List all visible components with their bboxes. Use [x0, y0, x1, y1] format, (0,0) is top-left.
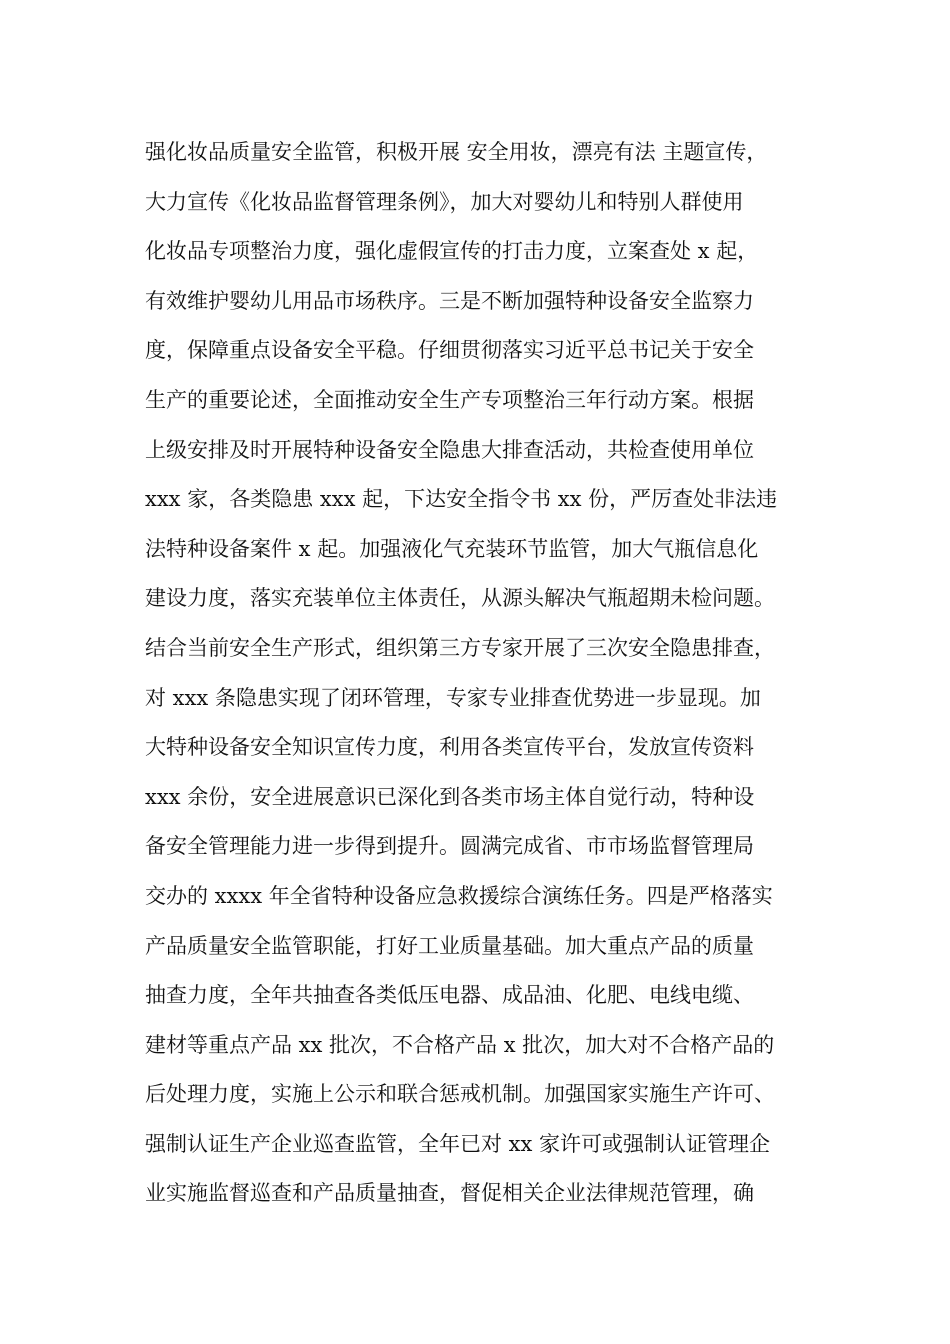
- text-line: 建设力度，落实充装单位主体责任，从源头解决气瓶超期未检问题。: [145, 586, 775, 611]
- text-line: 对 xxx 条隐患实现了闭环管理，专家专业排查优势进一步显现。加: [145, 685, 761, 710]
- body-paragraph: [145, 128, 815, 1219]
- text-line: xxx 余份，安全进展意识已深化到各类市场主体自觉行动，特种设: [145, 784, 755, 809]
- text-line: 抽查力度，全年共抽查各类低压电器、成品油、化肥、电线电缆、: [145, 983, 754, 1008]
- text-line: 生产的重要论述，全面推动安全生产专项整治三年行动方案。根据: [145, 387, 754, 412]
- text-line: 备安全管理能力进一步得到提升。圆满完成省、市市场监督管理局: [145, 834, 754, 859]
- text-line: 建材等重点产品 xx 批次，不合格产品 x 批次，加大对不合格产品的: [145, 1032, 775, 1057]
- text-line: 化妆品专项整治力度，强化虚假宣传的打击力度，立案查处 x 起，: [145, 239, 759, 264]
- text-line: 后处理力度，实施上公示和联合惩戒机制。加强国家实施生产许可、: [145, 1082, 775, 1107]
- text-line: 结合当前安全生产形式，组织第三方专家开展了三次安全隐患排查，: [145, 635, 775, 660]
- text-line: xxx 家，各类隐患 xxx 起，下达安全指令书 xx 份，严厉查处非法违: [145, 487, 778, 512]
- text-line: 上级安排及时开展特种设备安全隐患大排查活动，共检查使用单位: [145, 437, 754, 462]
- text-line: 产品质量安全监管职能，打好工业质量基础。加大重点产品的质量: [145, 933, 754, 958]
- text-line: 强化妆品质量安全监管，积极开展 安全用妆，漂亮有法 主题宣传，: [145, 140, 768, 164]
- text-line: 交办的 xxxx 年全省特种设备应急救援综合演练任务。四是严格落实: [145, 883, 773, 908]
- text-line: 度，保障重点设备安全平稳。仔细贯彻落实习近平总书记关于安全: [145, 338, 754, 363]
- text-line: 法特种设备案件 x 起。加强液化气充装环节监管，加大气瓶信息化: [145, 536, 759, 561]
- text-line: 大特种设备安全知识宣传力度，利用各类宣传平台，发放宣传资料: [145, 735, 754, 760]
- text-line: 业实施监督巡查和产品质量抽查，督促相关企业法律规范管理，确: [145, 1181, 754, 1206]
- text-line: 有效维护婴幼儿用品市场秩序。三是不断加强特种设备安全监察力: [145, 288, 754, 313]
- text-line: 强制认证生产企业巡查监管，全年已对 xx 家许可或强制认证管理企: [145, 1131, 771, 1156]
- text-line: 大力宣传《化妆品监督管理条例》，加大对婴幼儿和特别人群使用: [145, 189, 744, 214]
